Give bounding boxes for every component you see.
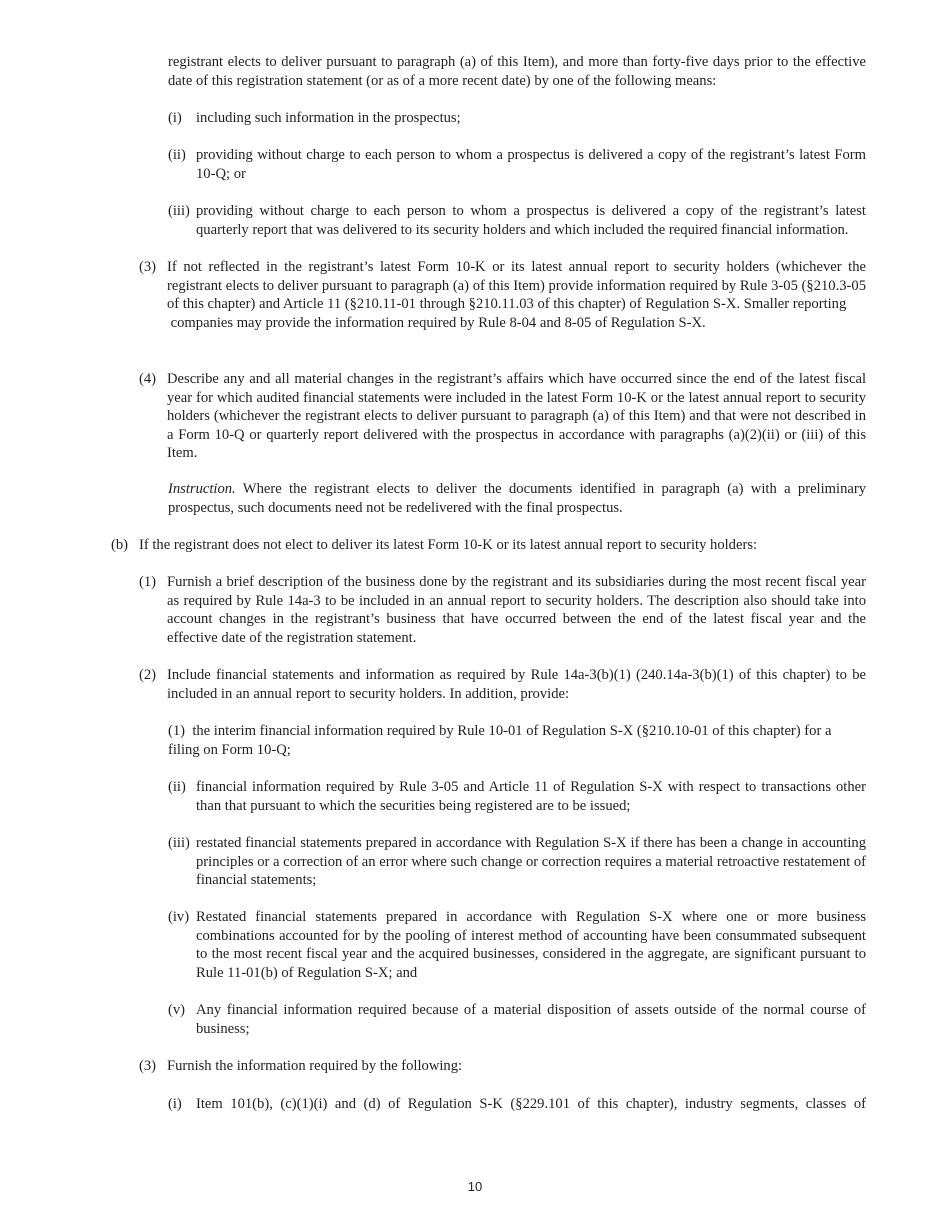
list-item-a-ii xyxy=(168,146,866,183)
list-marker: (b) xyxy=(111,537,129,553)
list-item-b-2-1: (1) the interim financial information required by Rule 10-01 of Regulation S-X (§210.10-01 of this chapter) for a filing on Form 10-Q; xyxy=(168,723,836,758)
list-marker: (2) xyxy=(139,667,157,683)
list-item-a-4 xyxy=(139,370,866,463)
list-marker: (iii) xyxy=(168,835,190,851)
list-item-b-2-iv xyxy=(168,908,866,982)
list-item-a-i xyxy=(168,109,866,128)
list-text: Furnish the information required by the following: xyxy=(167,1058,463,1074)
list-marker: (4) xyxy=(139,371,157,387)
paragraph-continuation: registrant elects to deliver pursuant to paragraph (a) of this Item), and more than forty-five days prior to the effective date of this registration statement (or as of a more recent date) by one of the following means: xyxy=(168,54,866,89)
list-marker: (i) xyxy=(168,1096,182,1112)
list-text: If not reflected in the registrant’s latest Form 10-K or its latest annual report to security holders (whichever the registrant elects to deliver pursuant to paragraph (a) of this Item) provide information required by Rule 3-05 (§210.3-05 of this chapter) and Article 11 (§210.11-01 through §210.11.03 of this chapter) of Regulation S-X. Smaller reporting companies may provide the information required by Rule 8-04 and 8-05 of Regulation S-X. xyxy=(167,259,866,331)
instruction-note: Instruction. Where the registrant elects to deliver the documents identified in paragraph (a) with a preliminary prospectus, such documents need not be redelivered with the final prospectus. xyxy=(168,481,866,516)
list-marker: (ii) xyxy=(168,147,186,163)
instruction-label: Instruction. xyxy=(168,481,236,497)
list-item-b xyxy=(111,536,866,555)
list-text: Any financial information required because of a material disposition of assets outside of the normal course of business; xyxy=(196,1002,866,1037)
list-text: Include financial statements and information as required by Rule 14a-3(b)(1) (240.14a-3(b)(1) of this chapter) to be included in an annual report to security holders. In addition, provide: xyxy=(167,667,866,702)
list-text: Restated financial statements prepared in accordance with Regulation S-X where one or more business combinations accounted for by the pooling of interest method of accounting have been consummated subsequent to the most recent fiscal year and the acquired businesses, considered in the aggregate, are significant pursuant to Rule 11-01(b) of Regulation S-X; and xyxy=(196,909,866,981)
list-marker: (3) xyxy=(139,259,157,275)
list-marker: (v) xyxy=(168,1002,186,1018)
list-item-b-3-i xyxy=(168,1095,866,1114)
list-marker: (3) xyxy=(139,1058,157,1074)
list-item-b-2-ii xyxy=(168,778,866,815)
list-item-b-3 xyxy=(139,1057,866,1076)
list-text: If the registrant does not elect to deliver its latest Form 10-K or its latest annual report to security holders: xyxy=(139,537,758,553)
list-marker: (1) xyxy=(139,574,157,590)
list-item-b-1 xyxy=(139,573,866,647)
list-item-b-2 xyxy=(139,666,866,703)
list-item-b-2-iii xyxy=(168,834,866,890)
page-number: 10 xyxy=(467,1179,483,1194)
list-text: Item 101(b), (c)(1)(i) and (d) of Regulation S-K (§229.101 of this chapter), industry segments, classes of xyxy=(196,1096,866,1112)
list-text: Describe any and all material changes in the registrant’s affairs which have occurred since the end of the latest fiscal year for which audited financial statements were included in the latest Form 10-K or the latest annual report to security holders (whichever the registrant elects to deliver pursuant to paragraph (a) of this Item) and that were not described in a Form 10-Q or quarterly report delivered with the prospectus in accordance with paragraphs (a)(2)(ii) or (iii) of this Item. xyxy=(167,371,866,461)
list-text: including such information in the prospectus; xyxy=(196,110,461,126)
list-text: Furnish a brief description of the business done by the registrant and its subsidiaries during the most recent fiscal year as required by Rule 14a-3 to be included in an annual report to security holders. The description also should take into account changes in the registrant’s business that have occurred between the end of the latest fiscal year and the effective date of the registration statement. xyxy=(167,574,866,646)
list-item-a-3 xyxy=(139,258,866,332)
list-item-a-iii xyxy=(168,202,866,239)
list-marker: (iv) xyxy=(168,909,190,925)
list-text: providing without charge to each person to whom a prospectus is delivered a copy of the registrant’s latest quarterly report that was delivered to its security holders and which included the required financial information. xyxy=(196,203,866,238)
list-text: financial information required by Rule 3-05 and Article 11 of Regulation S-X with respect to transactions other than that pursuant to which the securities being registered are to be issued; xyxy=(196,779,866,814)
list-item-b-2-v xyxy=(168,1001,866,1038)
list-marker: (iii) xyxy=(168,203,190,219)
list-text: restated financial statements prepared in accordance with Regulation S-X if there has been a change in accounting principles or a correction of an error where such change or correction requires a material retroactive restatement of financial statements; xyxy=(196,835,866,888)
list-marker: (ii) xyxy=(168,779,186,795)
list-text: providing without charge to each person to whom a prospectus is delivered a copy of the registrant’s latest Form 10-Q; or xyxy=(196,147,866,182)
list-marker: (i) xyxy=(168,110,182,126)
